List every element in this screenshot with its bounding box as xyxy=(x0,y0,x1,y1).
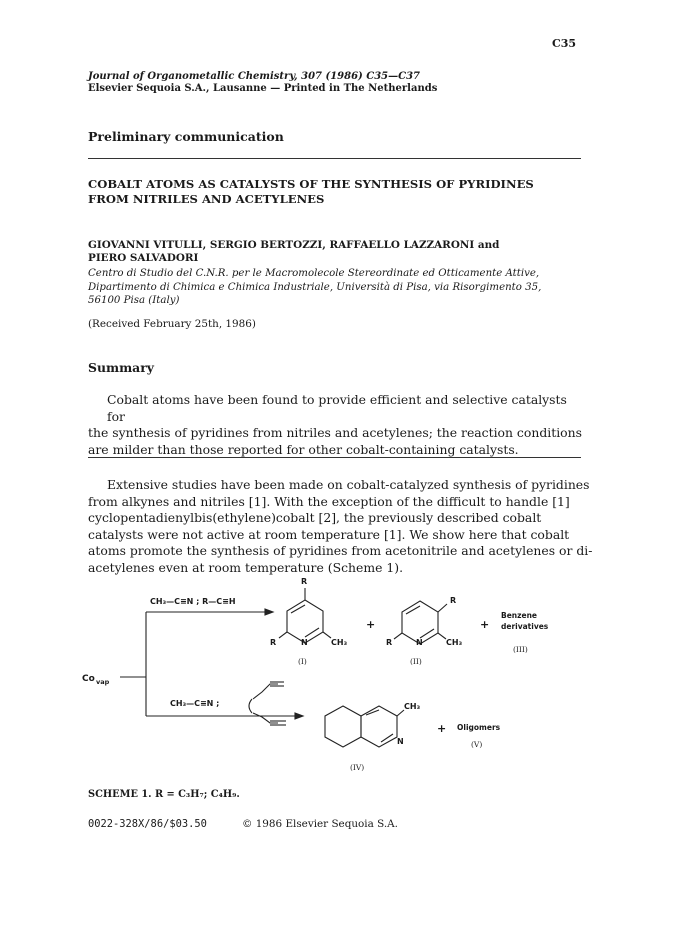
body-line-3: cyclopentadienylbis(ethylene)cobalt [2], the previously described cobalt xyxy=(88,510,542,525)
title-line-1: COBALT ATOMS AS CATALYSTS OF THE SYNTHESIS OF PYRIDINES xyxy=(88,177,534,191)
benzene-label: Benzene xyxy=(501,611,538,620)
footer-code: 0022-328X/86/$03.50 xyxy=(88,818,207,830)
received-date: (Received February 25th, 1986) xyxy=(88,318,256,330)
label-II: (II) xyxy=(410,657,422,666)
body-line-2: from alkynes and nitriles [1]. With the exception of the difficult to handle [1] xyxy=(88,493,570,509)
authors-line-2: PIERO SALVADORI xyxy=(88,252,199,264)
plus-3: + xyxy=(437,722,447,735)
product-IV-N: N xyxy=(397,737,404,746)
plus-2: + xyxy=(480,618,490,631)
product-IV-CH3: CH₃ xyxy=(404,702,421,711)
product-II-N: N xyxy=(416,638,423,647)
title-line-2: FROM NITRILES AND ACETYLENES xyxy=(88,192,325,206)
body-line-4: catalysts were not active at room temperature [1]. We show here that cobalt xyxy=(88,526,570,542)
affiliation-line-3: 56100 Pisa (Italy) xyxy=(88,295,180,306)
page-number: C35 xyxy=(552,37,577,50)
product-I-N: N xyxy=(301,638,308,647)
journal-citation: Journal of Organometallic Chemistry, 307 (1986) C35—C37 xyxy=(88,71,421,82)
body-line-6: acetylenes even at room temperature (Scheme 1). xyxy=(88,559,404,575)
oligomers-label: Oligomers xyxy=(457,723,501,732)
product-IV-structure xyxy=(325,706,404,747)
product-II-CH3: CH₃ xyxy=(446,638,463,647)
affiliation-line-2: Dipartimento di Chimica e Chimica Industriale, Università di Pisa, via Risorgimento 35, xyxy=(88,281,542,293)
diyne-structure xyxy=(249,682,286,725)
label-IV: (IV) xyxy=(350,763,365,772)
product-I-R-top: R xyxy=(301,577,308,586)
plus-1: + xyxy=(366,618,376,631)
cobalt-label: Co xyxy=(82,674,95,684)
product-II-R-right: R xyxy=(450,596,457,605)
bottom-arrow-head xyxy=(295,713,303,719)
label-I: (I) xyxy=(298,657,307,666)
footer-copyright: © 1986 Elsevier Sequoia S.A. xyxy=(242,818,398,830)
publisher-line: Elsevier Sequoia S.A., Lausanne — Printed in The Netherlands xyxy=(88,83,438,94)
summary-line-2: the synthesis of pyridines from nitriles and acetylenes; the reaction conditions xyxy=(88,425,582,440)
product-I-structure xyxy=(279,588,331,643)
cobalt-subscript: vap xyxy=(96,678,110,686)
body-line-5: atoms promote the synthesis of pyridines from acetonitrile and acetylenes or di- xyxy=(88,543,593,558)
summary-line-3: are milder than those reported for other cobalt-containing catalysts. xyxy=(88,441,519,457)
bottom-reagents: CH₃—C≡N ; xyxy=(170,699,220,708)
top-arrow-head xyxy=(265,609,273,615)
section-label: Preliminary communication xyxy=(88,129,284,144)
authors-line-1: GIOVANNI VITULLI, SERGIO BERTOZZI, RAFFAELLO LAZZARONI and xyxy=(88,239,500,251)
affiliation-line-1: Centro di Studio del C.N.R. per le Macromolecole Stereordinate ed Otticamente Attive, xyxy=(88,268,540,279)
summary-line-1: Cobalt atoms have been found to provide efficient and selective catalysts for xyxy=(107,392,567,424)
label-III: (III) xyxy=(513,645,528,654)
derivatives-label: derivatives xyxy=(501,622,549,631)
product-I-CH3: CH₃ xyxy=(331,638,348,647)
body-line-1: Extensive studies have been made on cobalt-catalyzed synthesis of pyridines xyxy=(107,477,590,492)
summary-heading: Summary xyxy=(88,360,154,375)
product-II-R-left: R xyxy=(386,638,393,647)
label-V: (V) xyxy=(471,740,483,749)
scheme-caption: SCHEME 1. R = C₃H₇; C₄H₉. xyxy=(88,789,240,800)
top-reagents: CH₃—C≡N ; R—C≡H xyxy=(150,597,236,606)
product-I-R-left: R xyxy=(270,638,277,647)
